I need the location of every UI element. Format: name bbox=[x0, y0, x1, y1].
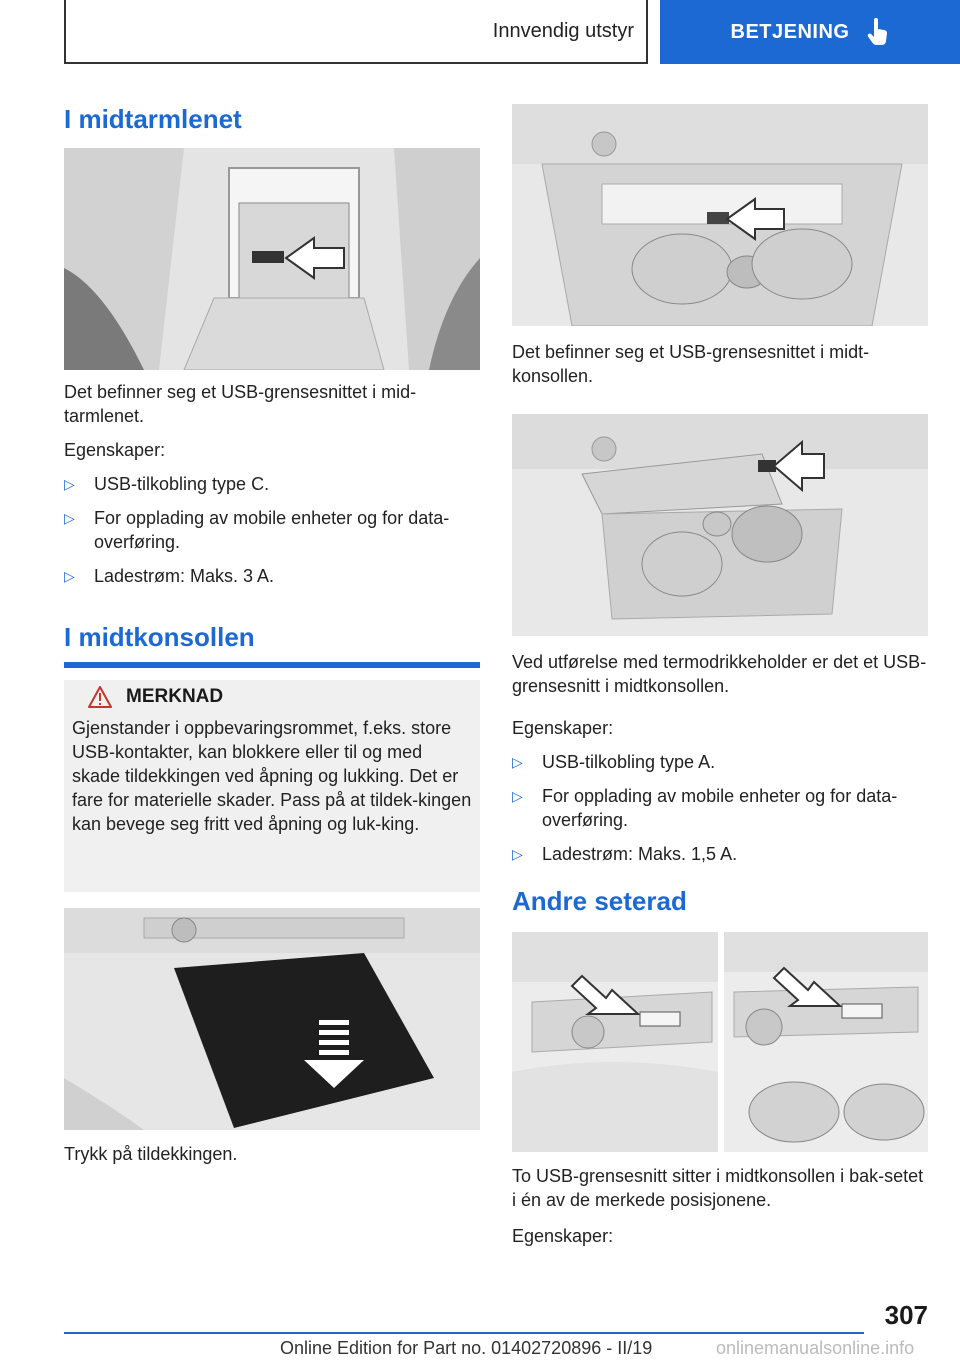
list-item: ▷ Ladestrøm: Maks. 3 A. bbox=[64, 566, 275, 586]
console-usb-image bbox=[512, 104, 928, 326]
triangle-bullet-icon: ▷ bbox=[64, 476, 75, 492]
note-top-rule bbox=[64, 662, 480, 668]
warning-triangle-icon bbox=[88, 686, 112, 708]
rear-usb-image-1 bbox=[512, 932, 718, 1152]
header-section-title: Innvendig utstyr bbox=[492, 19, 634, 42]
notice-heading: MERKNAD bbox=[126, 686, 224, 707]
notice-body: Gjenstander i oppbevaringsrommet, f.eks. store USB-kontakter, kan blokkere eller til og med skade tildekkingen ved åpning og lukking. Det er fare for materielle skader. Pass på at tildek-kingen kan bevege seg fritt ved åpning og luk-king. bbox=[72, 718, 472, 834]
footer-rule bbox=[64, 1332, 864, 1334]
thermo-description: Ved utførelse med termodrikkeholder er det et USB-grensesnitt i midtkonsollen. bbox=[512, 652, 927, 696]
rear-props-label: Egenskaper: bbox=[512, 1226, 614, 1246]
armrest-feature-list bbox=[64, 472, 480, 598]
rear-usb-description: To USB-grensesnitt sitter i midtkonsollen i bak-setet i én av de merkede posisjonene. bbox=[512, 1166, 924, 1210]
triangle-bullet-icon: ▷ bbox=[512, 846, 523, 862]
watermark: onlinemanualsonline.info bbox=[716, 1338, 915, 1358]
list-item: ▷ For opplading av mobile enheter og for data-overføring. bbox=[512, 786, 898, 830]
footer-edition: Online Edition for Part no. 01402720896 - II/19 bbox=[280, 1338, 653, 1358]
rear-usb-image-2 bbox=[724, 932, 928, 1152]
cover-press-image bbox=[64, 908, 480, 1130]
console-description: Det befinner seg et USB-grensesnittet i midt-konsollen. bbox=[512, 342, 870, 386]
section-title-armrest: I midtarmlenet bbox=[64, 104, 242, 134]
pointing-hand-icon bbox=[867, 18, 889, 46]
section-title-second-row: Andre seterad bbox=[512, 886, 687, 916]
thermo-console-image bbox=[512, 414, 928, 636]
list-item: ▷ For opplading av mobile enheter og for data-overføring. bbox=[64, 508, 450, 552]
list-item: ▷ USB-tilkobling type C. bbox=[64, 474, 270, 494]
triangle-bullet-icon: ▷ bbox=[64, 510, 75, 526]
armrest-props-label: Egenskaper: bbox=[64, 440, 166, 460]
section-title-console: I midtkonsollen bbox=[64, 622, 255, 652]
armrest-usb-image bbox=[64, 148, 480, 370]
header-chapter-tab[interactable] bbox=[660, 0, 960, 64]
notice-box bbox=[64, 680, 480, 892]
page-number: 307 bbox=[884, 1300, 928, 1330]
list-item: ▷ Ladestrøm: Maks. 1,5 A. bbox=[512, 844, 738, 864]
cover-press-caption: Trykk på tildekkingen. bbox=[64, 1144, 238, 1164]
triangle-bullet-icon: ▷ bbox=[64, 568, 75, 584]
header-chapter-title: BETJENING bbox=[730, 20, 850, 43]
triangle-bullet-icon: ▷ bbox=[512, 788, 523, 804]
triangle-bullet-icon: ▷ bbox=[512, 754, 523, 770]
header-section-box bbox=[64, 0, 648, 64]
armrest-description: Det befinner seg et USB-grensesnittet i mid-tarmlenet. bbox=[64, 382, 417, 426]
console-props-label: Egenskaper: bbox=[512, 718, 614, 738]
list-item: ▷ USB-tilkobling type A. bbox=[512, 752, 716, 772]
console-feature-list bbox=[512, 750, 928, 876]
